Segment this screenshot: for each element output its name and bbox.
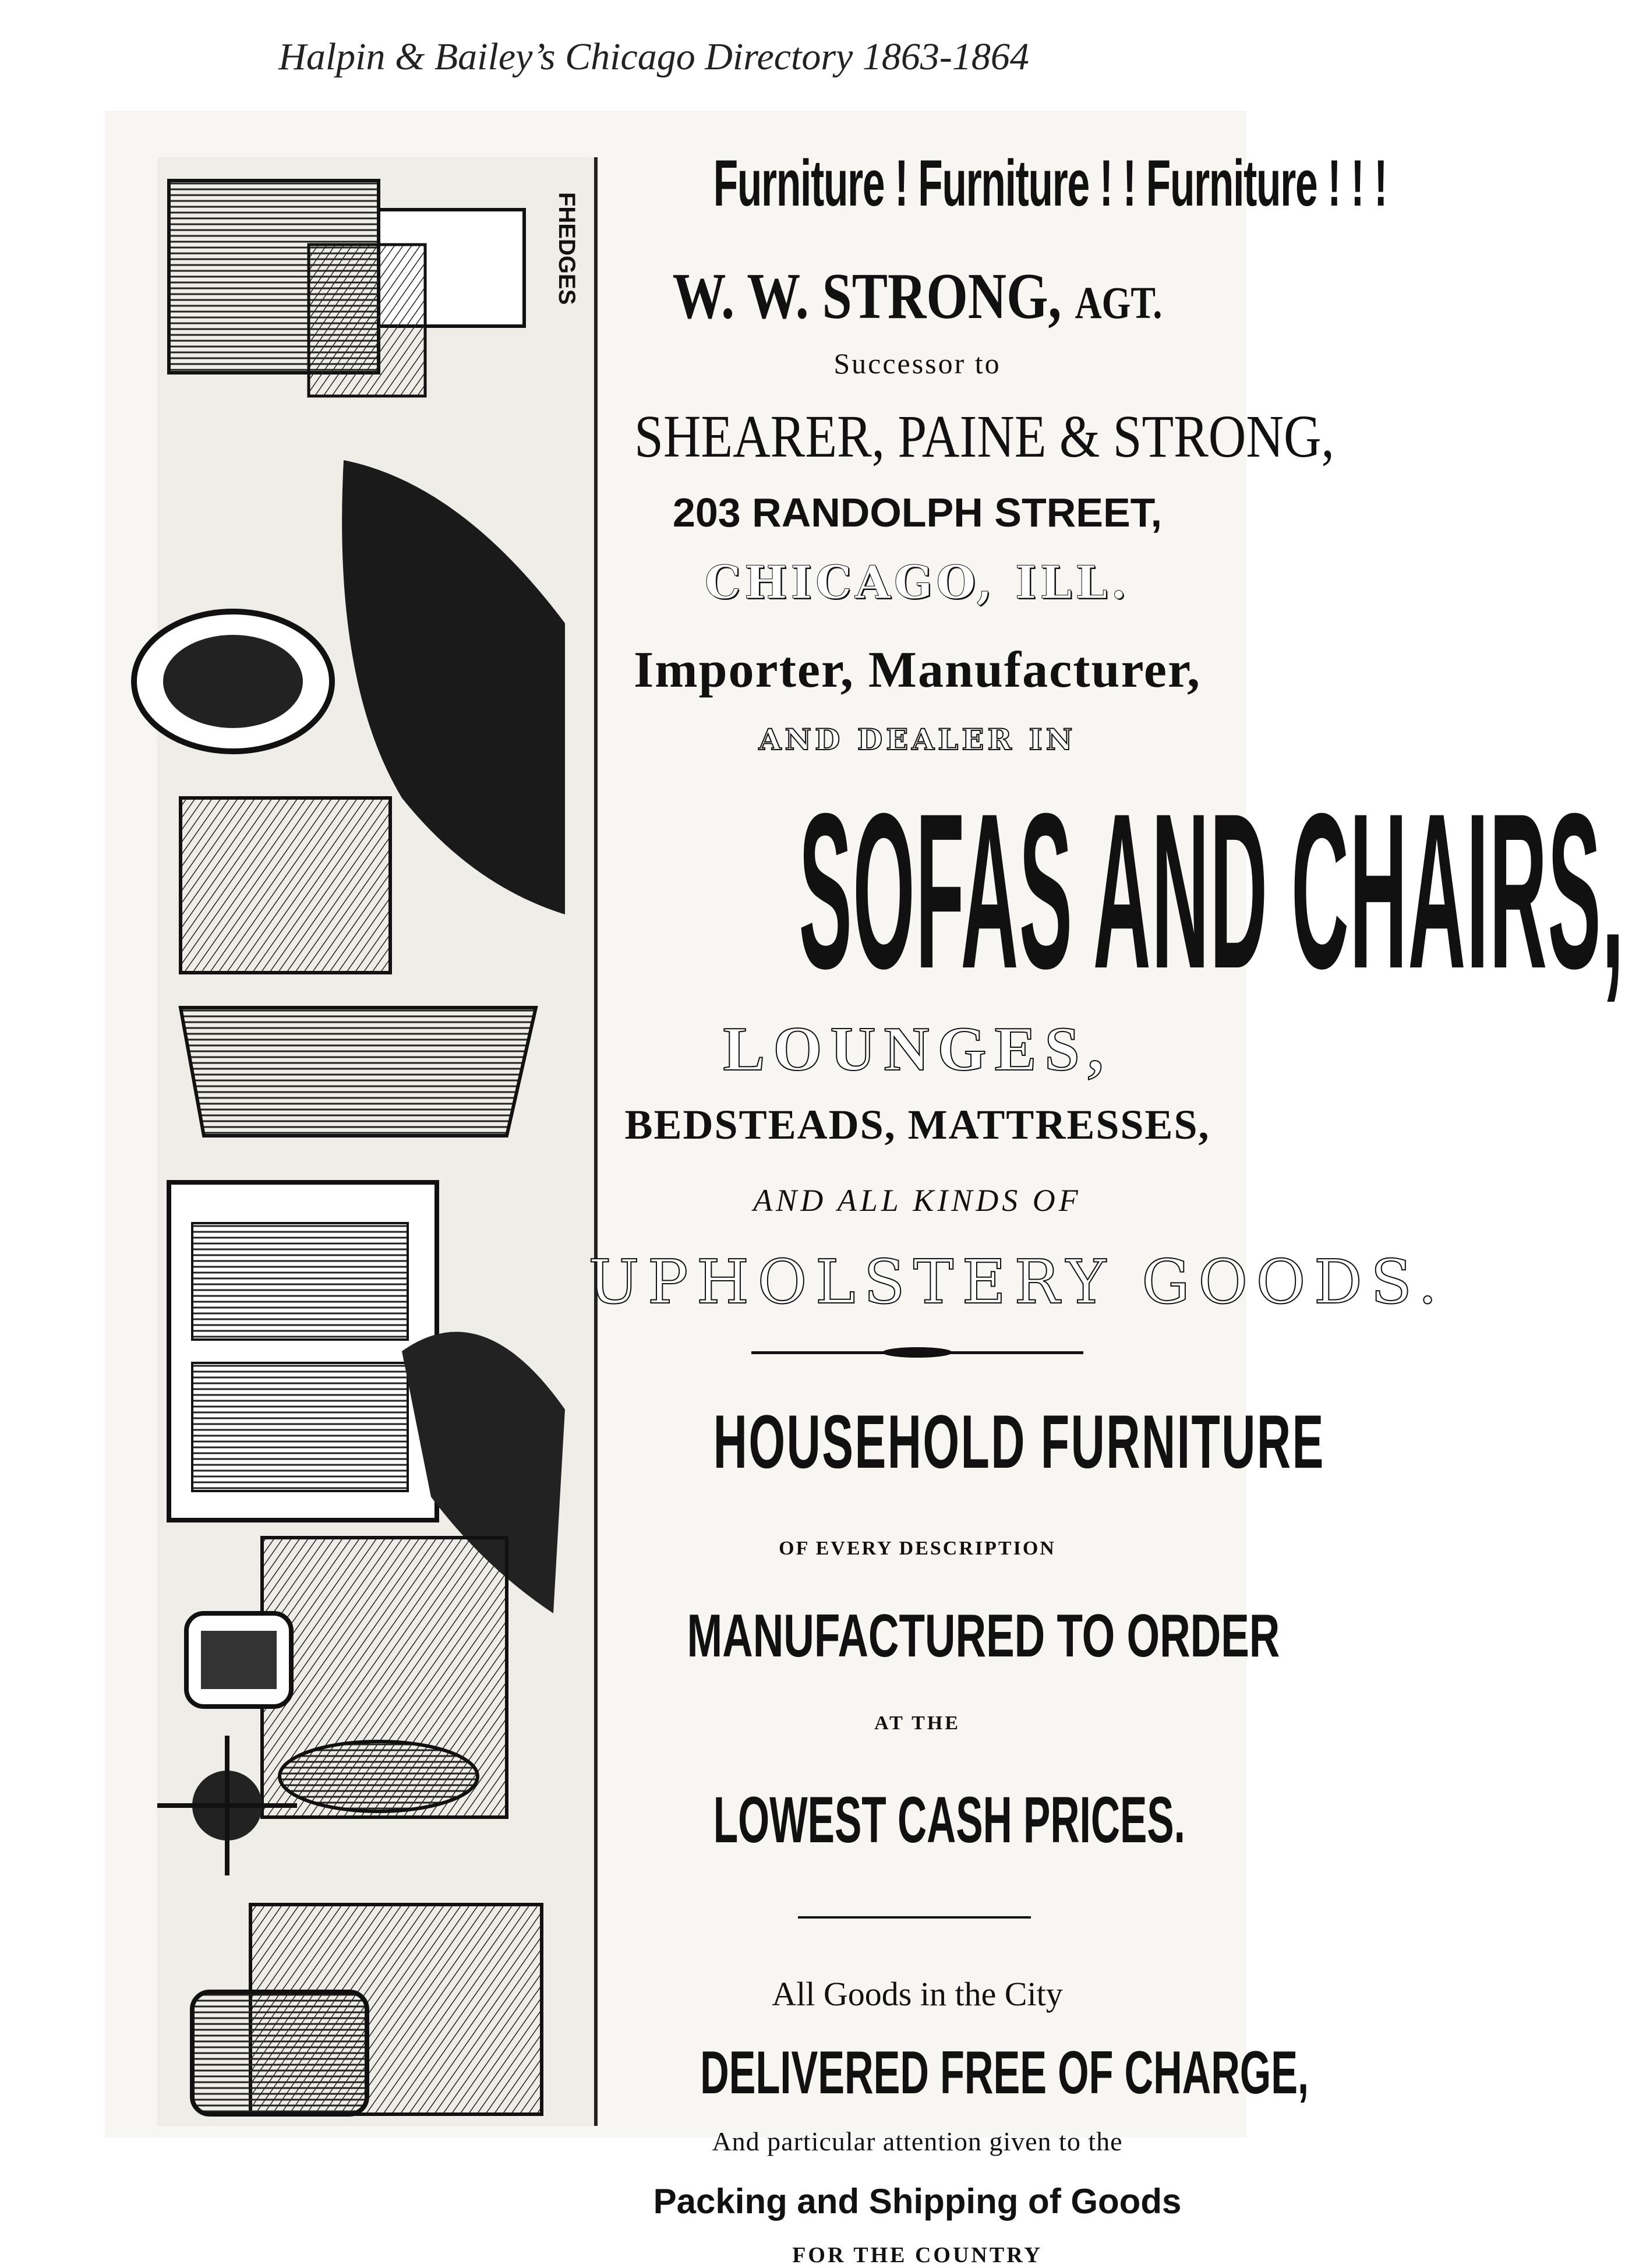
household-furniture: HOUSEHOLD FURNITURE bbox=[713, 1399, 1325, 1484]
attention-text: And particular attention given to the bbox=[712, 2126, 1123, 2156]
furniture-engraving bbox=[157, 157, 598, 2126]
agent-name bbox=[648, 259, 1188, 334]
engraver-signature: FHEDGES bbox=[554, 192, 580, 305]
lounges-text: LOUNGES, bbox=[723, 1015, 1112, 1084]
advertisement bbox=[588, 134, 1625, 2267]
agent-suffix: AGT. bbox=[1075, 277, 1163, 328]
successor-text: Successor to bbox=[833, 347, 1001, 380]
main-products: SOFAS AND CHAIRS, bbox=[799, 767, 1625, 1015]
furniture-engraving-icon bbox=[157, 157, 594, 2126]
lowest-prices: LOWEST CASH PRICES. bbox=[713, 1783, 1185, 1856]
firm-name: SHEARER, PAINE & STRONG, bbox=[634, 403, 1334, 470]
bedsteads-text: BEDSTEADS, MATTRESSES, bbox=[624, 1101, 1210, 1148]
agent-label: W. W. STRONG, bbox=[672, 260, 1062, 333]
for-the-country: FOR THE COUNTRY bbox=[792, 2243, 1043, 2267]
headline: Furniture ! Furniture ! ! Furniture ! ! ! bbox=[713, 147, 1387, 220]
at-the-text: AT THE bbox=[874, 1712, 960, 1734]
dealer-text: AND DEALER IN bbox=[758, 722, 1076, 757]
small-divider bbox=[798, 1916, 1031, 1919]
ornamental-divider bbox=[751, 1351, 1083, 1354]
delivered-free: DELIVERED FREE OF CHARGE, bbox=[700, 2039, 1309, 2107]
manufactured-to-order: MANUFACTURED TO ORDER bbox=[687, 1602, 1280, 1670]
street-address: 203 RANDOLPH STREET, bbox=[672, 490, 1163, 535]
packing-shipping: Packing and Shipping of Goods bbox=[653, 2182, 1182, 2221]
upholstery-text: UPHOLSTERY GOODS. bbox=[588, 1246, 1446, 1317]
business-roles: Importer, Manufacturer, bbox=[634, 642, 1201, 698]
city-name: CHICAGO, ILL. bbox=[704, 556, 1131, 609]
directory-title: Halpin & Bailey’s Chicago Directory 1863-1864 bbox=[278, 36, 1029, 78]
all-kinds-text: AND ALL KINDS OF bbox=[753, 1183, 1082, 1218]
every-description: OF EVERY DESCRIPTION bbox=[779, 1538, 1056, 1559]
goods-in-city: All Goods in the City bbox=[772, 1975, 1063, 2013]
